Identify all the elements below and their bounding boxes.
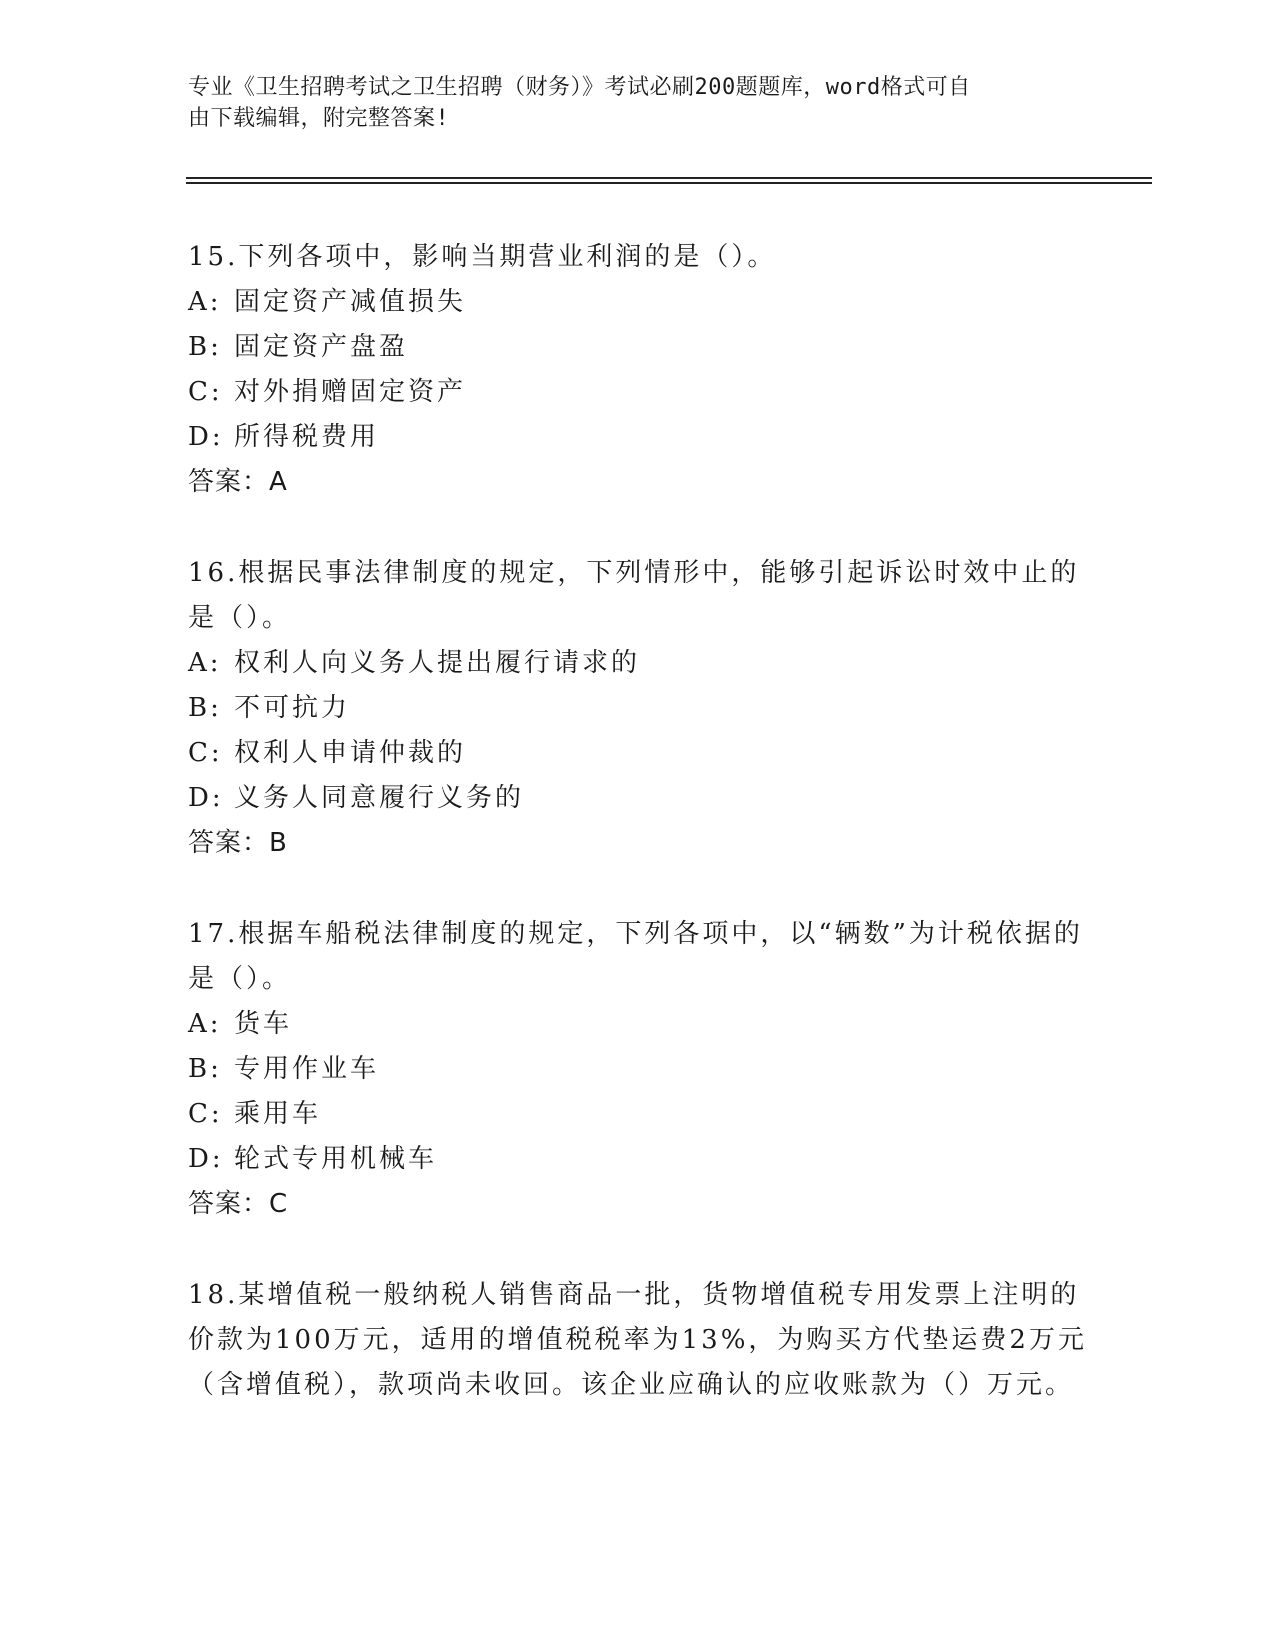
header-line-1: 专业《卫生招聘考试之卫生招聘（财务）》考试必刷200题题库，word格式可自 [188,75,971,100]
option-letter: B: [188,1054,222,1084]
option-letter: A: [188,287,222,317]
option-b [188,325,1088,370]
question-17 [188,912,1088,1227]
option-c [188,731,1088,776]
option-letter: B: [188,332,222,362]
option-text: 货车 [234,1009,293,1039]
option-text: 权利人申请仲裁的 [234,738,467,768]
question-text: 15.下列各项中，影响当期营业利润的是（）。 [188,242,777,272]
option-text: 义务人同意履行义务的 [234,783,525,813]
option-a [188,641,1088,686]
header-divider-bottom [186,182,1152,184]
option-letter: C: [188,377,223,407]
option-letter: C: [188,1099,223,1129]
question-text: 16.根据民事法律制度的规定，下列情形中，能够引起诉讼时效中止的是（）。 [188,558,1080,633]
option-letter: C: [188,738,223,768]
option-c [188,370,1088,415]
question-16 [188,551,1088,866]
option-d [188,776,1088,821]
option-a [188,1002,1088,1047]
question-text: 18.某增值税一般纳税人销售商品一批，货物增值税专用发票上注明的价款为100万元，适用的增值税税率为13%，为购买方代垫运费2万元（含增值税），款项尚未收回。该企业应确认的应收账款为（）万元。 [188,1280,1087,1400]
option-letter: A: [188,1009,222,1039]
answer-line: 答案：C [188,1189,289,1219]
option-text: 乘用车 [234,1099,322,1129]
question-15 [188,235,1088,505]
option-letter: B: [188,693,222,723]
option-text: 固定资产减值损失 [234,287,467,317]
question-list [188,235,1088,1454]
option-letter: D: [188,422,224,452]
option-text: 对外捐赠固定资产 [234,377,467,407]
question-18 [188,1273,1088,1408]
document-header [188,72,1068,134]
option-letter: D: [188,1144,224,1174]
option-letter: D: [188,783,224,813]
option-text: 不可抗力 [234,693,351,723]
option-c [188,1092,1088,1137]
option-d [188,1137,1088,1182]
answer-line: 答案：B [188,828,288,858]
option-letter: A: [188,648,222,678]
answer-line: 答案：A [188,467,288,497]
option-b [188,686,1088,731]
option-d [188,415,1088,460]
option-a [188,280,1088,325]
option-text: 所得税费用 [234,422,380,452]
option-text: 权利人向义务人提出履行请求的 [234,648,641,678]
question-text: 17.根据车船税法律制度的规定，下列各项中，以“辆数”为计税依据的是（）。 [188,919,1083,994]
option-text: 轮式专用机械车 [234,1144,438,1174]
option-text: 专用作业车 [234,1054,380,1084]
header-line-2: 由下载编辑，附完整答案! [188,106,450,131]
header-divider-top [186,177,1152,179]
option-text: 固定资产盘盈 [234,332,409,362]
option-b [188,1047,1088,1092]
